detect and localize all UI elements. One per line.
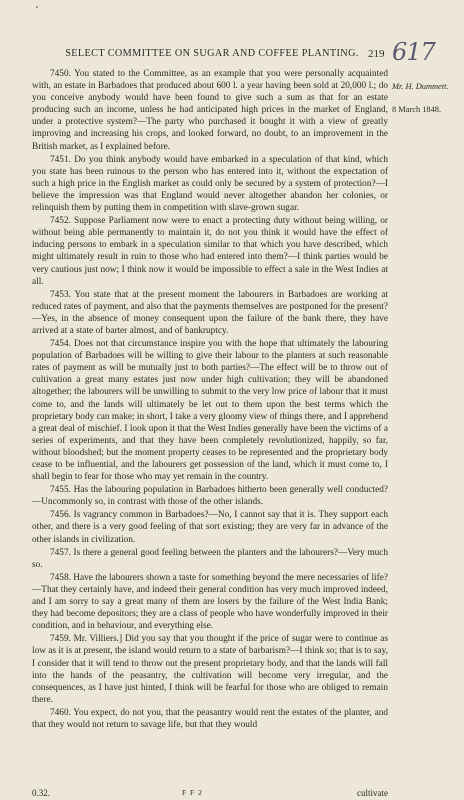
paragraph-7456: 7456. Is vagrancy common in Barbadoes?—No, I cannot say that it is. They support each other, and there is a very good feeling of that sort existing; they are very far in advance of the other islands in civilization. [32,510,388,545]
running-header: SELECT COMMITTEE ON SUGAR AND COFFEE PLANTING. [65,48,359,59]
catchword: cultivate [357,788,388,798]
paragraph-7458: 7458. Have the labourers shown a taste for something beyond the mere necessaries of life?—That they certainly have, and indeed their general condition has very much improved indeed, and I am sorry to say a great many of them are losers by the failure of the West India Bank; they had become depositors; they are a class of people who have wonderfully improved in their condition, and in behaviour, and everything else. [32,572,388,632]
paragraph-7450: 7450. You stated to the Committee, as an example that you were personally acquainted with, an estate in Barbadoes that produced about 600 l. a year having been sold at 20,000 l.; do you conceive anybody would have been found to give such a sum as that for an estate producing such an income, unless he had anticipated high prices in the market of England, under a protective system?—The party who purchased it bought it with a view of greatly improving and increasing his crops, and looked forward, no doubt, to an improvement in the British market, as I explained before. [32,69,388,152]
sitting-date: 8 March 1848. [392,105,442,114]
sessional-number: 0.32. [32,788,50,798]
paragraph-7454: 7454. Does not that circumstance inspire you with the hope that ultimately the labouring population of Barbadoes will be willing to give their labour to the planters at such reasonable rates of payment as will be mutually just to both parties?—The effect will be to throw out of cultivation a great many estates just now under high cultivation; they will be abandoned altogether; the labourers will be unwilling to submit to the very low price of labour that it must come to, and the lands will ultimately be let out to them upon the best terms which the proprietary body can make; in short, I take a very gloomy view of things there, and I apprehend a great deal of mischief. I look upon it that the West Indies generally have been the victims of a series of experiments, and that they have been completely revolutionized, happily, so far, without bloodshed; but the moment property ceases to be represented and the proprietary body cease to be influential, and the labourers get possession of the land, which it must come to, I shall begin to fear for those who may yet remain in the country. [32,339,388,483]
paragraph-7459: 7459. Mr. Villiers.] Did you say that you thought if the price of sugar were to continue as low as it is at present, the island would return to a state of barbarism?—I think so; that is to say, I consider that it will tend to throw out the present proprietary body, and that the lands will fall into the hands of the peasantry, the cultivation will become very irregular, and the consequences, as I have just hinted, I think will be fearful for those who are obliged to remain there. [32,634,388,705]
body-text [32,68,388,731]
signature-mark: F F 2 [182,788,203,797]
paragraph-7451: 7451. Do you think anybody would have embarked in a speculation of that kind, which you state has been ruinous to the person who has entered into it, without the expectation of such a high price in the English market as could only be secured by a system of protection?—I believe the impression was that England would never altogether abandon her colonies, or relinquish them by putting them in competition with slave-grown sugar. [32,154,388,214]
witness-name: Mr. H. Dummett. [392,82,449,91]
paragraph-7457: 7457. Is there a general good feeling between the planters and the labourers?—Very much so. [32,547,388,570]
paragraph-7453: 7453. You state that at the present moment the labourers in Barbadoes are working at reduced rates of payment, and also that the payments themselves are postponed for the present?—Yes, in the absence of money consequent upon the failure of the bank there, they have arrived at a state of barter almost, and of bankruptcy. [32,289,388,336]
paragraph-7452: 7452. Suppose Parliament now were to enact a protecting duty without being willing, or without being able permanently to maintain it, do not you think it would have the effect of inducing persons to embark in a speculation similar to that which you have described, which might ultimately result in ruin to those who had entered into them?—I think parties would be very cautious just now; I think now it would be impossible to effect a sale in the West Indies at all. [32,216,388,287]
paragraph-7455: 7455. Has the labouring population in Barbadoes hitherto been generally well conducted?—Uncommonly so, in contrast with those of the other islands. [32,485,388,508]
page-number: 219 [368,48,385,60]
margin-note [392,80,462,116]
paper-speck [36,6,38,8]
paragraph-7460: 7460. You expect, do not you, that the peasantry would rent the estates of the planter, and that they would not return to savage life, but that they would [32,707,388,730]
handwritten-folio-number: 617 [392,38,435,66]
